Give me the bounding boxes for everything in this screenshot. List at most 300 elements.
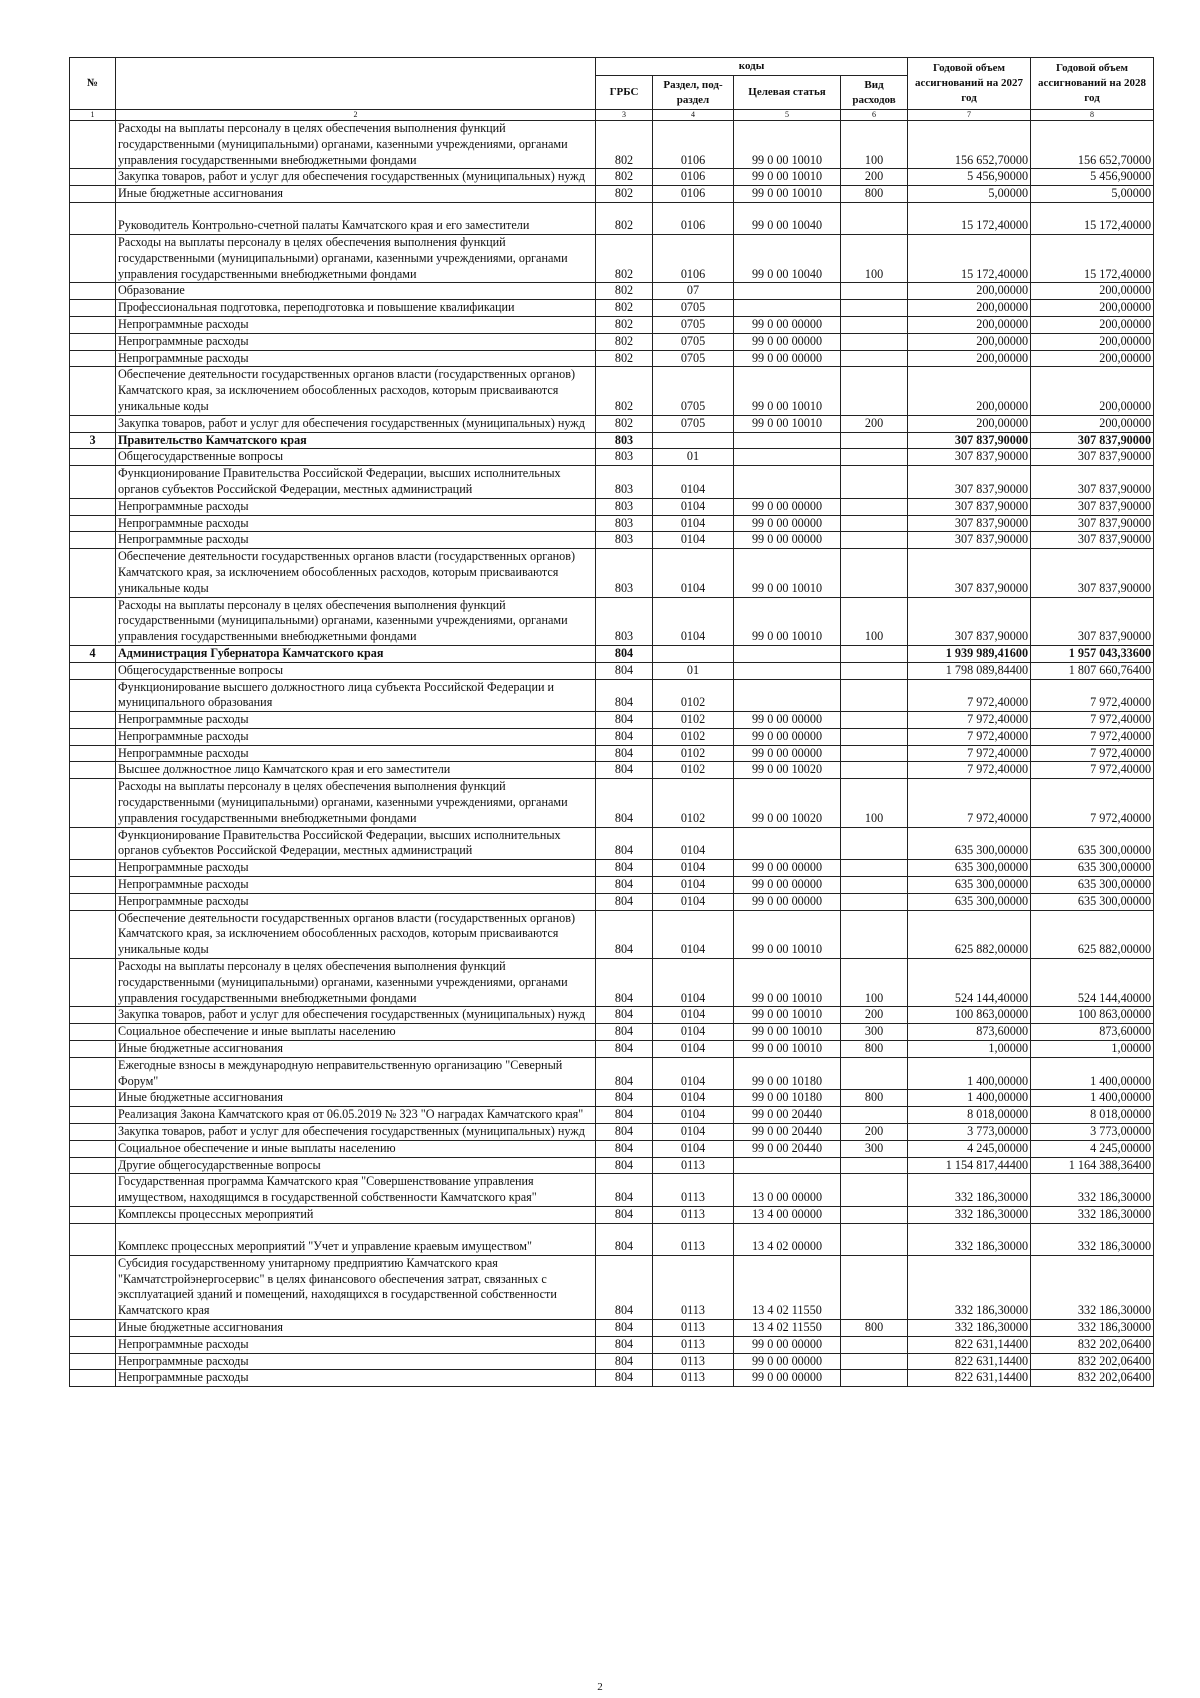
- row-expense-type: [841, 466, 908, 499]
- row-amount-2027: 332 186,30000: [908, 1174, 1031, 1207]
- row-name: Функционирование Правительства Российской Федерации, высших исполнительных органов субъектов Российской Федерации, местных администраций: [116, 827, 596, 860]
- row-grbs: 803: [596, 532, 653, 549]
- row-grbs: 804: [596, 762, 653, 779]
- row-section: 0104: [653, 860, 734, 877]
- row-section: 0705: [653, 333, 734, 350]
- row-grbs: 804: [596, 662, 653, 679]
- row-name: Непрограммные расходы: [116, 532, 596, 549]
- row-amount-2027: 7 972,40000: [908, 679, 1031, 712]
- row-section: 0113: [653, 1353, 734, 1370]
- row-number: [70, 466, 116, 499]
- table-row: [70, 779, 1154, 827]
- row-number: [70, 234, 116, 282]
- row-expense-type: [841, 1157, 908, 1174]
- row-name: Расходы на выплаты персоналу в целях обеспечения выполнения функций государственными (муниципальными) органами, казенными учреждениями, органами управления государственными внебюджетными фондами: [116, 121, 596, 169]
- row-section: 0104: [653, 1140, 734, 1157]
- row-grbs: 802: [596, 283, 653, 300]
- row-number: [70, 1107, 116, 1124]
- table-row: [70, 1207, 1154, 1224]
- row-amount-2027: 200,00000: [908, 316, 1031, 333]
- row-amount-2027: 1 154 817,44400: [908, 1157, 1031, 1174]
- row-name: Комплекс процессных мероприятий "Учет и управление краевым имуществом": [116, 1223, 596, 1255]
- row-amount-2028: 332 186,30000: [1031, 1174, 1154, 1207]
- row-amount-2027: 15 172,40000: [908, 202, 1031, 234]
- column-number: 1: [70, 110, 116, 121]
- row-amount-2027: 332 186,30000: [908, 1319, 1031, 1336]
- row-amount-2027: 635 300,00000: [908, 877, 1031, 894]
- row-number: [70, 1319, 116, 1336]
- row-name: Правительство Камчатского края: [116, 432, 596, 449]
- row-amount-2027: 7 972,40000: [908, 762, 1031, 779]
- row-amount-2028: 200,00000: [1031, 283, 1154, 300]
- row-amount-2027: 7 972,40000: [908, 779, 1031, 827]
- table-row: [70, 860, 1154, 877]
- row-grbs: 804: [596, 779, 653, 827]
- row-expense-type: 100: [841, 597, 908, 645]
- row-section: 0113: [653, 1157, 734, 1174]
- row-section: 0102: [653, 728, 734, 745]
- row-target: 99 0 00 00000: [734, 498, 841, 515]
- row-amount-2027: 1 798 089,84400: [908, 662, 1031, 679]
- table-row: [70, 367, 1154, 415]
- row-amount-2027: 5,00000: [908, 186, 1031, 203]
- row-name: Непрограммные расходы: [116, 1336, 596, 1353]
- row-expense-type: [841, 283, 908, 300]
- row-target: 13 4 00 00000: [734, 1207, 841, 1224]
- row-section: 0705: [653, 300, 734, 317]
- header-expense-type: Вид расходов: [841, 76, 908, 110]
- row-amount-2028: 200,00000: [1031, 300, 1154, 317]
- row-target: 99 0 00 10010: [734, 910, 841, 958]
- row-amount-2027: 307 837,90000: [908, 532, 1031, 549]
- row-number: [70, 1057, 116, 1090]
- row-grbs: 804: [596, 1007, 653, 1024]
- row-section: [653, 432, 734, 449]
- table-row: [70, 645, 1154, 662]
- row-number: [70, 1223, 116, 1255]
- row-amount-2028: 8 018,00000: [1031, 1107, 1154, 1124]
- row-number: [70, 498, 116, 515]
- row-amount-2028: 15 172,40000: [1031, 202, 1154, 234]
- row-amount-2028: 7 972,40000: [1031, 712, 1154, 729]
- row-number: [70, 893, 116, 910]
- header-section: Раздел, под-раздел: [653, 76, 734, 110]
- row-target: 99 0 00 10040: [734, 234, 841, 282]
- row-name: Обеспечение деятельности государственных органов власти (государственных органов) Камчатского края, за исключением обособленных расходов, которым присваиваются уникальные коды: [116, 910, 596, 958]
- row-grbs: 804: [596, 745, 653, 762]
- row-expense-type: [841, 333, 908, 350]
- row-expense-type: [841, 1057, 908, 1090]
- row-target: [734, 827, 841, 860]
- row-amount-2028: 332 186,30000: [1031, 1255, 1154, 1319]
- table-row: [70, 234, 1154, 282]
- row-amount-2027: 7 972,40000: [908, 745, 1031, 762]
- table-row: [70, 1336, 1154, 1353]
- row-expense-type: 100: [841, 779, 908, 827]
- row-expense-type: [841, 1207, 908, 1224]
- table-row: [70, 712, 1154, 729]
- row-number: [70, 169, 116, 186]
- table-row: [70, 959, 1154, 1007]
- table-body: [70, 121, 1154, 1387]
- row-number: [70, 186, 116, 203]
- row-name: Образование: [116, 283, 596, 300]
- table-row: [70, 1255, 1154, 1319]
- row-grbs: 804: [596, 1090, 653, 1107]
- row-amount-2028: 332 186,30000: [1031, 1223, 1154, 1255]
- table-row: [70, 728, 1154, 745]
- row-amount-2028: 200,00000: [1031, 350, 1154, 367]
- header-target: Целевая статья: [734, 76, 841, 110]
- table-row: [70, 597, 1154, 645]
- row-number: [70, 779, 116, 827]
- row-grbs: 803: [596, 432, 653, 449]
- row-expense-type: [841, 449, 908, 466]
- column-number: 8: [1031, 110, 1154, 121]
- row-grbs: 804: [596, 827, 653, 860]
- row-expense-type: 200: [841, 415, 908, 432]
- row-amount-2027: 332 186,30000: [908, 1207, 1031, 1224]
- row-amount-2028: 7 972,40000: [1031, 762, 1154, 779]
- row-number: [70, 860, 116, 877]
- table-row: [70, 300, 1154, 317]
- row-grbs: 803: [596, 515, 653, 532]
- row-target: 99 0 00 10040: [734, 202, 841, 234]
- row-grbs: 804: [596, 877, 653, 894]
- row-target: 99 0 00 00000: [734, 1336, 841, 1353]
- table-row: [70, 1057, 1154, 1090]
- row-number: [70, 121, 116, 169]
- row-section: 0104: [653, 1041, 734, 1058]
- row-section: 07: [653, 283, 734, 300]
- row-grbs: 804: [596, 1157, 653, 1174]
- row-amount-2028: 200,00000: [1031, 367, 1154, 415]
- row-grbs: 802: [596, 316, 653, 333]
- row-target: 99 0 00 10010: [734, 367, 841, 415]
- row-target: 99 0 00 20440: [734, 1107, 841, 1124]
- table-row: [70, 1319, 1154, 1336]
- row-number: [70, 1370, 116, 1387]
- row-amount-2028: 307 837,90000: [1031, 515, 1154, 532]
- row-target: 99 0 00 10010: [734, 415, 841, 432]
- row-name: Расходы на выплаты персоналу в целях обеспечения выполнения функций государственными (муниципальными) органами, казенными учреждениями, органами управления государственными внебюджетными фондами: [116, 234, 596, 282]
- row-grbs: 803: [596, 449, 653, 466]
- row-amount-2027: 625 882,00000: [908, 910, 1031, 958]
- row-section: 0102: [653, 712, 734, 729]
- row-section: 0104: [653, 1107, 734, 1124]
- row-number: [70, 515, 116, 532]
- row-section: 0104: [653, 1090, 734, 1107]
- row-number: [70, 662, 116, 679]
- row-grbs: 802: [596, 300, 653, 317]
- row-target: 99 0 00 00000: [734, 1353, 841, 1370]
- row-target: 99 0 00 00000: [734, 333, 841, 350]
- row-target: [734, 645, 841, 662]
- table-row: [70, 121, 1154, 169]
- row-grbs: 804: [596, 1140, 653, 1157]
- row-expense-type: [841, 202, 908, 234]
- row-name: Обеспечение деятельности государственных органов власти (государственных органов) Камчатского края, за исключением обособленных расходов, которым присваиваются уникальные коды: [116, 367, 596, 415]
- row-number: 3: [70, 432, 116, 449]
- row-section: 0104: [653, 498, 734, 515]
- table-row: [70, 662, 1154, 679]
- row-number: [70, 745, 116, 762]
- row-amount-2028: 200,00000: [1031, 415, 1154, 432]
- row-expense-type: [841, 1353, 908, 1370]
- row-grbs: 803: [596, 498, 653, 515]
- row-name: Администрация Губернатора Камчатского края: [116, 645, 596, 662]
- row-amount-2028: 307 837,90000: [1031, 532, 1154, 549]
- row-section: 0104: [653, 910, 734, 958]
- row-expense-type: 800: [841, 186, 908, 203]
- row-number: [70, 549, 116, 597]
- row-grbs: 804: [596, 1174, 653, 1207]
- row-number: [70, 1353, 116, 1370]
- row-amount-2027: 200,00000: [908, 367, 1031, 415]
- row-expense-type: 200: [841, 1007, 908, 1024]
- row-amount-2027: 1,00000: [908, 1041, 1031, 1058]
- row-grbs: 804: [596, 1353, 653, 1370]
- row-target: 13 4 02 00000: [734, 1223, 841, 1255]
- table-row: [70, 432, 1154, 449]
- row-amount-2028: 7 972,40000: [1031, 745, 1154, 762]
- row-amount-2027: 8 018,00000: [908, 1107, 1031, 1124]
- row-grbs: 804: [596, 893, 653, 910]
- row-target: 99 0 00 00000: [734, 893, 841, 910]
- row-amount-2027: 3 773,00000: [908, 1124, 1031, 1141]
- row-target: 99 0 00 10180: [734, 1057, 841, 1090]
- row-amount-2028: 832 202,06400: [1031, 1353, 1154, 1370]
- row-section: 01: [653, 662, 734, 679]
- row-expense-type: [841, 549, 908, 597]
- row-section: 0104: [653, 532, 734, 549]
- table-row: [70, 1370, 1154, 1387]
- table-row: [70, 827, 1154, 860]
- row-grbs: 804: [596, 1255, 653, 1319]
- row-target: 99 0 00 00000: [734, 712, 841, 729]
- row-name: Функционирование высшего должностного лица субъекта Российской Федерации и муниципального образования: [116, 679, 596, 712]
- column-number: 4: [653, 110, 734, 121]
- header-amount-2028: Годовой объем ассигнований на 2028 год: [1031, 58, 1154, 110]
- row-name: Закупка товаров, работ и услуг для обеспечения государственных (муниципальных) нужд: [116, 415, 596, 432]
- table-row: [70, 1353, 1154, 1370]
- header-amount-2027: Годовой объем ассигнований на 2027 год: [908, 58, 1031, 110]
- row-section: 0104: [653, 1124, 734, 1141]
- table-row: [70, 1223, 1154, 1255]
- row-amount-2028: 15 172,40000: [1031, 234, 1154, 282]
- row-section: 0104: [653, 515, 734, 532]
- row-number: [70, 877, 116, 894]
- table-row: [70, 333, 1154, 350]
- row-expense-type: [841, 1174, 908, 1207]
- row-name: Непрограммные расходы: [116, 316, 596, 333]
- row-section: 0106: [653, 186, 734, 203]
- budget-allocation-table: [69, 57, 1154, 1387]
- row-name: Непрограммные расходы: [116, 1353, 596, 1370]
- row-target: 99 0 00 20440: [734, 1124, 841, 1141]
- row-number: [70, 1007, 116, 1024]
- row-amount-2027: 200,00000: [908, 415, 1031, 432]
- row-section: 0102: [653, 779, 734, 827]
- row-target: 13 0 00 00000: [734, 1174, 841, 1207]
- row-name: Комплексы процессных мероприятий: [116, 1207, 596, 1224]
- row-section: 0102: [653, 745, 734, 762]
- row-section: 0106: [653, 234, 734, 282]
- row-number: [70, 712, 116, 729]
- row-amount-2028: 156 652,70000: [1031, 121, 1154, 169]
- row-grbs: 803: [596, 597, 653, 645]
- row-section: 01: [653, 449, 734, 466]
- row-name: Социальное обеспечение и иные выплаты населению: [116, 1024, 596, 1041]
- table-row: [70, 1090, 1154, 1107]
- table-row: [70, 1107, 1154, 1124]
- row-section: 0106: [653, 169, 734, 186]
- row-number: [70, 300, 116, 317]
- row-grbs: 804: [596, 1207, 653, 1224]
- row-target: 99 0 00 20440: [734, 1140, 841, 1157]
- row-amount-2028: 5,00000: [1031, 186, 1154, 203]
- row-grbs: 804: [596, 1336, 653, 1353]
- row-amount-2028: 307 837,90000: [1031, 597, 1154, 645]
- row-amount-2028: 1 400,00000: [1031, 1057, 1154, 1090]
- row-grbs: 802: [596, 234, 653, 282]
- row-expense-type: [841, 515, 908, 532]
- row-number: [70, 1255, 116, 1319]
- row-expense-type: [841, 350, 908, 367]
- row-target: 99 0 00 10020: [734, 762, 841, 779]
- row-amount-2027: 200,00000: [908, 283, 1031, 300]
- row-grbs: 804: [596, 860, 653, 877]
- row-number: [70, 1140, 116, 1157]
- row-number: [70, 728, 116, 745]
- row-section: 0104: [653, 827, 734, 860]
- row-amount-2028: 7 972,40000: [1031, 679, 1154, 712]
- header-name: [116, 58, 596, 110]
- column-number: 7: [908, 110, 1031, 121]
- row-section: 0113: [653, 1223, 734, 1255]
- row-amount-2027: 524 144,40000: [908, 959, 1031, 1007]
- row-amount-2028: 1 164 388,36400: [1031, 1157, 1154, 1174]
- row-amount-2028: 1 957 043,33600: [1031, 645, 1154, 662]
- row-target: 99 0 00 00000: [734, 728, 841, 745]
- row-section: 0104: [653, 893, 734, 910]
- row-name: Непрограммные расходы: [116, 1370, 596, 1387]
- row-target: 13 4 02 11550: [734, 1255, 841, 1319]
- row-amount-2028: 7 972,40000: [1031, 779, 1154, 827]
- row-number: [70, 1207, 116, 1224]
- row-amount-2028: 4 245,00000: [1031, 1140, 1154, 1157]
- row-grbs: 804: [596, 1057, 653, 1090]
- row-amount-2028: 307 837,90000: [1031, 432, 1154, 449]
- row-expense-type: [841, 1255, 908, 1319]
- row-target: 99 0 00 00000: [734, 745, 841, 762]
- row-amount-2028: 7 972,40000: [1031, 728, 1154, 745]
- row-section: 0104: [653, 466, 734, 499]
- table-row: [70, 466, 1154, 499]
- row-name: Функционирование Правительства Российской Федерации, высших исполнительных органов субъектов Российской Федерации, местных администраций: [116, 466, 596, 499]
- row-section: 0104: [653, 1057, 734, 1090]
- row-amount-2028: 635 300,00000: [1031, 827, 1154, 860]
- table-row: [70, 1041, 1154, 1058]
- row-name: Непрограммные расходы: [116, 515, 596, 532]
- row-section: 0113: [653, 1255, 734, 1319]
- row-expense-type: [841, 1223, 908, 1255]
- row-number: [70, 597, 116, 645]
- row-expense-type: 200: [841, 169, 908, 186]
- row-grbs: 804: [596, 1041, 653, 1058]
- row-section: 0104: [653, 959, 734, 1007]
- row-section: 0106: [653, 202, 734, 234]
- row-expense-type: [841, 645, 908, 662]
- row-section: 0705: [653, 316, 734, 333]
- row-grbs: 804: [596, 1319, 653, 1336]
- row-amount-2027: 100 863,00000: [908, 1007, 1031, 1024]
- row-expense-type: 100: [841, 234, 908, 282]
- row-amount-2027: 332 186,30000: [908, 1223, 1031, 1255]
- row-amount-2027: 7 972,40000: [908, 712, 1031, 729]
- row-target: 99 0 00 10010: [734, 959, 841, 1007]
- row-name: Расходы на выплаты персоналу в целях обеспечения выполнения функций государственными (муниципальными) органами, казенными учреждениями, органами управления государственными внебюджетными фондами: [116, 597, 596, 645]
- row-name: Непрограммные расходы: [116, 860, 596, 877]
- row-number: [70, 333, 116, 350]
- row-name: Реализация Закона Камчатского края от 06.05.2019 № 323 "О наградах Камчатского края": [116, 1107, 596, 1124]
- row-expense-type: [841, 827, 908, 860]
- row-section: 0113: [653, 1207, 734, 1224]
- table-row: [70, 186, 1154, 203]
- table-row: [70, 449, 1154, 466]
- row-amount-2027: 307 837,90000: [908, 549, 1031, 597]
- row-target: 99 0 00 00000: [734, 350, 841, 367]
- page-number: 2: [597, 1681, 603, 1693]
- row-name: Другие общегосударственные вопросы: [116, 1157, 596, 1174]
- row-section: 0113: [653, 1174, 734, 1207]
- row-expense-type: [841, 910, 908, 958]
- row-amount-2027: 307 837,90000: [908, 498, 1031, 515]
- row-amount-2027: 307 837,90000: [908, 597, 1031, 645]
- column-number: 2: [116, 110, 596, 121]
- row-amount-2027: 200,00000: [908, 333, 1031, 350]
- row-grbs: 802: [596, 186, 653, 203]
- row-amount-2028: 635 300,00000: [1031, 893, 1154, 910]
- row-expense-type: [841, 893, 908, 910]
- row-amount-2027: 307 837,90000: [908, 449, 1031, 466]
- row-amount-2028: 832 202,06400: [1031, 1336, 1154, 1353]
- row-name: Общегосударственные вопросы: [116, 449, 596, 466]
- row-section: 0705: [653, 415, 734, 432]
- row-expense-type: 800: [841, 1319, 908, 1336]
- row-name: Непрограммные расходы: [116, 498, 596, 515]
- row-number: [70, 827, 116, 860]
- row-name: Непрограммные расходы: [116, 728, 596, 745]
- row-amount-2027: 1 939 989,41600: [908, 645, 1031, 662]
- row-name: Непрограммные расходы: [116, 333, 596, 350]
- row-grbs: 804: [596, 910, 653, 958]
- row-expense-type: [841, 662, 908, 679]
- row-expense-type: [841, 860, 908, 877]
- row-name: Высшее должностное лицо Камчатского края и его заместители: [116, 762, 596, 779]
- row-number: [70, 910, 116, 958]
- row-target: [734, 679, 841, 712]
- row-section: [653, 645, 734, 662]
- row-name: Непрограммные расходы: [116, 745, 596, 762]
- row-target: 99 0 00 00000: [734, 877, 841, 894]
- table-row: [70, 910, 1154, 958]
- table-row: [70, 1140, 1154, 1157]
- row-name: Иные бюджетные ассигнования: [116, 1090, 596, 1107]
- table-row: [70, 549, 1154, 597]
- row-amount-2027: 307 837,90000: [908, 432, 1031, 449]
- row-amount-2027: 635 300,00000: [908, 893, 1031, 910]
